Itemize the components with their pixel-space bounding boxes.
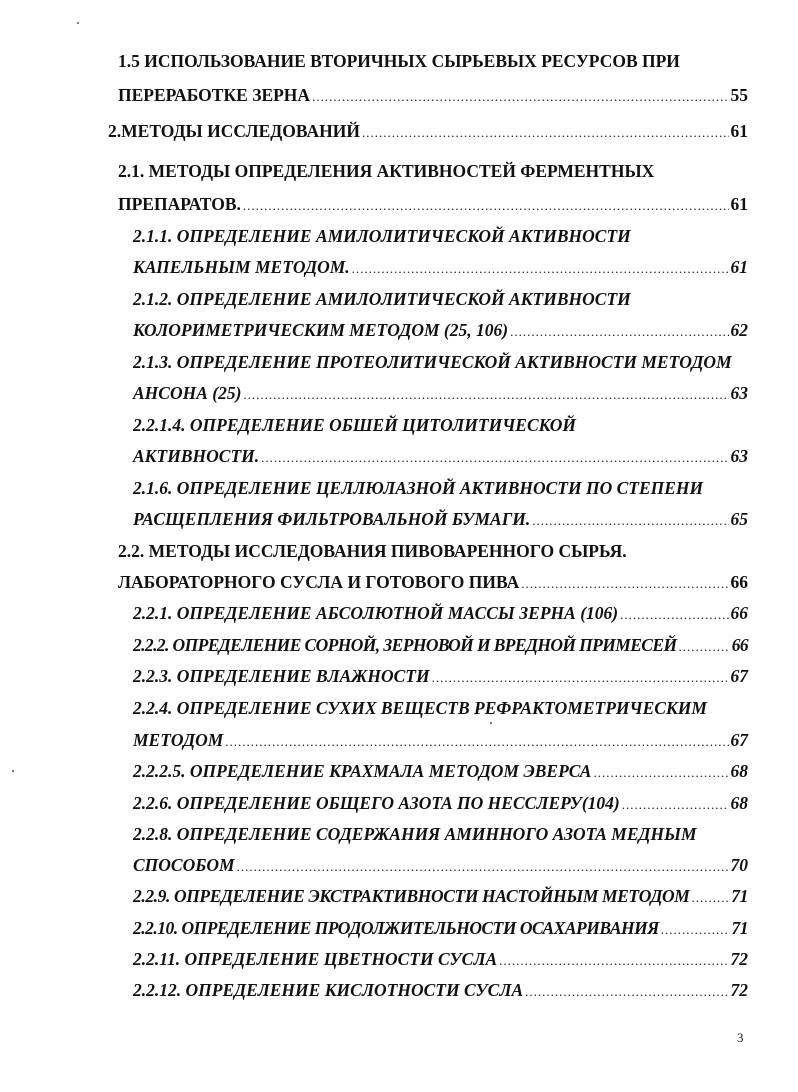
toc-entry-title: ЛАБОРАТОРНОГО СУСЛА И ГОТОВОГО ПИВА [118, 572, 520, 592]
toc-entry-line[interactable] [118, 193, 748, 217]
toc-entry-line [133, 477, 703, 499]
toc-entry-line[interactable] [108, 120, 748, 144]
toc-page-number: 72 [730, 949, 748, 969]
dot-leader [661, 919, 730, 941]
toc-entry-line [133, 225, 631, 247]
toc-page-number: 61 [730, 194, 748, 214]
scan-speck [490, 722, 492, 724]
toc-page-number: 67 [730, 666, 748, 686]
dot-leader [352, 258, 729, 280]
toc-entry-title: АКТИВНОСТИ. [133, 446, 260, 466]
toc-entry-title: МЕТОДЫ ИССЛЕДОВАНИЙ [121, 121, 360, 141]
toc-entry-line [118, 50, 680, 72]
toc-entry-line[interactable] [133, 854, 748, 878]
toc-entry-title: 2.1.6. ОПРЕДЕЛЕНИЕ ЦЕЛЛЮЛАЗНОЙ АКТИВНОСТИ ПО СТЕПЕНИ [133, 478, 704, 498]
section-number: 2. [108, 121, 122, 141]
dot-leader [521, 573, 728, 595]
toc-entry-title: СПОСОБОМ [133, 855, 235, 875]
toc-entry-title: 2.2.6. ОПРЕДЕЛЕНИЕ ОБЩЕГО АЗОТА ПО НЕССЛЕРУ(104) [133, 793, 620, 813]
dot-leader [237, 856, 729, 878]
toc-entry-title: 2.2.8. ОПРЕДЕЛЕНИЕ СОДЕРЖАНИЯ АМИННОГО АЗОТА МЕДНЫМ [133, 824, 697, 844]
toc-entry-line[interactable] [133, 729, 748, 753]
dot-leader [243, 384, 728, 406]
toc-entry-line[interactable] [133, 917, 748, 941]
toc-entry-line[interactable] [133, 382, 748, 406]
toc-entry-title: 2.2.12. ОПРЕДЕЛЕНИЕ КИСЛОТНОСТИ СУСЛА [133, 980, 524, 1000]
dot-leader [593, 762, 728, 784]
toc-entry-line[interactable] [133, 792, 748, 816]
toc-entry-line[interactable] [118, 571, 748, 595]
dot-leader [432, 667, 729, 689]
toc-entry-line [133, 697, 707, 719]
dot-leader [225, 731, 728, 753]
toc-entry-line[interactable] [133, 760, 748, 784]
toc-page-number: 66 [730, 603, 748, 623]
toc-entry-title: 2.2.9. ОПРЕДЕЛЕНИЕ ЭКСТРАКТИВНОСТИ НАСТОЙНЫМ МЕТОДОМ [133, 886, 690, 906]
toc-page-number: 68 [730, 793, 748, 813]
toc-entry-line[interactable] [133, 885, 748, 909]
dot-leader [362, 122, 729, 144]
toc-page-number: 66 [730, 572, 748, 592]
toc-entry-line[interactable] [133, 508, 748, 532]
toc-entry-title: 2.2. МЕТОДЫ ИССЛЕДОВАНИЯ ПИВОВАРЕННОГО СЫРЬЯ. [118, 541, 627, 561]
toc-entry-line [133, 288, 631, 310]
toc-entry-title: ПРЕПАРАТОВ. [118, 194, 241, 214]
toc-entry-line [133, 414, 576, 436]
toc-page-number: 65 [730, 509, 748, 529]
toc-entry-title: 2.2.2.5. ОПРЕДЕЛЕНИЕ КРАХМАЛА МЕТОДОМ ЭВЕРСА [133, 761, 592, 781]
toc-entry-line[interactable] [118, 84, 748, 108]
toc-entry-line [118, 160, 654, 182]
toc-entry-line[interactable] [133, 319, 748, 343]
dot-leader [510, 321, 728, 343]
toc-entry-title: 2.2.1. ОПРЕДЕЛЕНИЕ АБСОЛЮТНОЙ МАССЫ ЗЕРНА (106) [133, 603, 619, 623]
toc-entry-title: 2.2.2. ОПРЕДЕЛЕНИЕ СОРНОЙ, ЗЕРНОВОЙ И ВРЕДНОЙ ПРИМЕСЕЙ [133, 635, 677, 655]
scan-speck [77, 22, 79, 24]
toc-entry-title: 1.5 ИСПОЛЬЗОВАНИЕ ВТОРИЧНЫХ СЫРЬЕВЫХ РЕСУРСОВ ПРИ [118, 51, 680, 71]
toc-entry-title: 2.1.1. ОПРЕДЕЛЕНИЕ АМИЛОЛИТИЧЕСКОЙ АКТИВНОСТИ [133, 226, 631, 246]
toc-entry-line[interactable] [133, 602, 748, 626]
toc-entry-title: 2.1. МЕТОДЫ ОПРЕДЕЛЕНИЯ АКТИВНОСТЕЙ ФЕРМЕНТНЫХ [118, 161, 655, 181]
toc-entry-title: 2.2.10. ОПРЕДЕЛЕНИЕ ПРОДОЛЖИТЕЛЬНОСТИ ОСАХАРИВАНИЯ [133, 918, 659, 938]
scan-speck [12, 770, 14, 772]
toc-entry-title: ПЕРЕРАБОТКЕ ЗЕРНА [118, 85, 311, 105]
toc-entry-title: 2.2.11. ОПРЕДЕЛЕНИЕ ЦВЕТНОСТИ СУСЛА [133, 949, 498, 969]
dot-leader [691, 887, 729, 909]
toc-page-number: 70 [730, 855, 748, 875]
toc-entry-title: МЕТОДОМ [133, 730, 224, 750]
dot-leader [678, 636, 729, 658]
toc-page-number: 72 [730, 980, 748, 1000]
toc-page-number: 63 [730, 446, 748, 466]
dot-leader [622, 794, 729, 816]
toc-entry-line[interactable] [133, 634, 748, 658]
toc-entry-title: 2.1.3. ОПРЕДЕЛЕНИЕ ПРОТЕОЛИТИЧЕСКОЙ АКТИВНОСТИ МЕТОДОМ [133, 352, 732, 372]
toc-page-number: 67 [730, 730, 748, 750]
toc-entry-line[interactable] [133, 948, 748, 972]
toc-page-number: 66 [731, 635, 748, 655]
dot-leader [261, 447, 728, 469]
toc-entry-title: 2.2.3. ОПРЕДЕЛЕНИЕ ВЛАЖНОСТИ [133, 666, 430, 686]
toc-entry-line[interactable] [133, 445, 748, 469]
toc-page-number: 71 [731, 886, 748, 906]
toc-page-number: 68 [730, 761, 748, 781]
toc-entry-line[interactable] [133, 979, 748, 1003]
toc-entry-title: АНСОНА (25) [133, 383, 242, 403]
toc-entry-line[interactable] [133, 256, 748, 280]
toc-entry-line[interactable] [133, 665, 748, 689]
toc-entry-title: КАПЕЛЬНЫМ МЕТОДОМ. [133, 257, 350, 277]
toc-entry-title: 2.2.1.4. ОПРЕДЕЛЕНИЕ ОБШЕЙ ЦИТОЛИТИЧЕСКОЙ [133, 415, 576, 435]
toc-entry-title: 2.2.4. ОПРЕДЕЛЕНИЕ СУХИХ ВЕЩЕСТВ РЕФРАКТОМЕТРИЧЕСКИМ [133, 698, 707, 718]
toc-page-number: 61 [730, 121, 748, 141]
toc-page-number: 63 [730, 383, 748, 403]
toc-page-number: 71 [731, 918, 748, 938]
dot-leader [620, 604, 728, 626]
page-number: 3 [737, 1030, 744, 1045]
dot-leader [312, 86, 728, 108]
dot-leader [532, 510, 728, 532]
toc-entry-line [133, 823, 697, 845]
toc-page-number: 62 [730, 320, 748, 340]
dot-leader [499, 950, 728, 972]
toc-entry-line [118, 540, 627, 562]
dot-leader [525, 981, 728, 1003]
toc-page-number: 61 [730, 257, 748, 277]
dot-leader [243, 195, 729, 217]
toc-entry-line [133, 351, 732, 373]
toc-entry-title: КОЛОРИМЕТРИЧЕСКИМ МЕТОДОМ (25, 106) [133, 320, 509, 340]
toc-entry-title: РАСЩЕПЛЕНИЯ ФИЛЬТРОВАЛЬНОЙ БУМАГИ. [133, 509, 531, 529]
toc-entry-title: 2.1.2. ОПРЕДЕЛЕНИЕ АМИЛОЛИТИЧЕСКОЙ АКТИВНОСТИ [133, 289, 631, 309]
toc-page-number: 55 [730, 85, 748, 105]
